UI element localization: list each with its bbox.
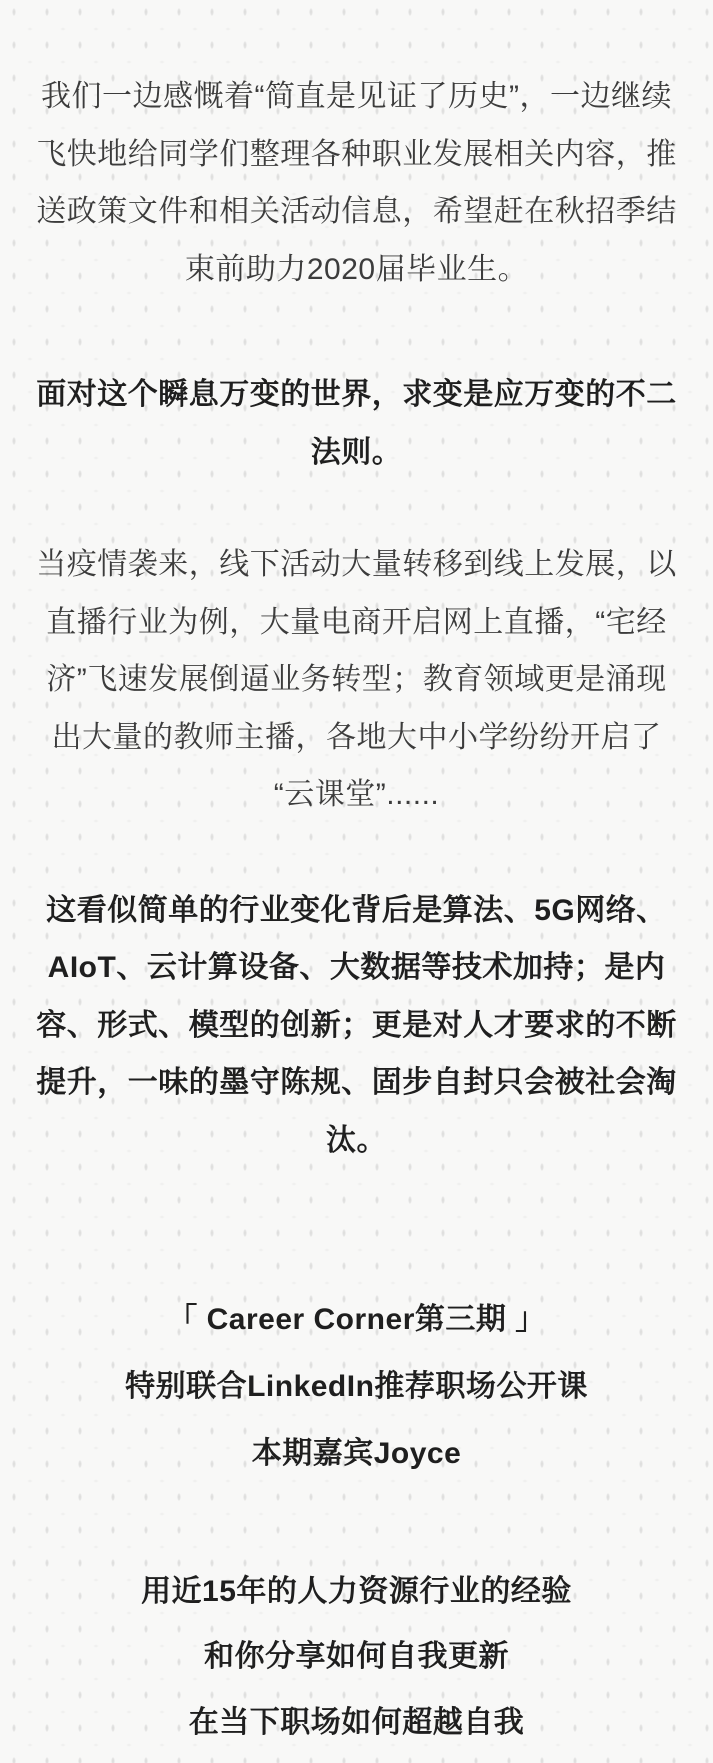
text-line: 「 Career Corner第三期 」 (167, 1303, 546, 1336)
share-topic-line (28, 1628, 685, 1686)
text-line: 用近15年的人力资源行业的经验 (141, 1574, 572, 1608)
text-line: 济”飞速发展倒逼业务转型；教育领域更是涌现 (46, 663, 667, 696)
text-line: 在当下职场如何超越自我 (188, 1705, 525, 1739)
text-line: 法则。 (310, 435, 403, 469)
text-line: 出大量的教师主播，各地大中小学纷纷开启了 (51, 720, 662, 754)
text-line: 特别联合LinkedIn推荐职场公开课 (125, 1369, 588, 1403)
text-line: 这看似简单的行业变化背后是算法、5G网络、 (46, 893, 667, 927)
text-line: 和你分享如何自我更新 (204, 1640, 509, 1673)
text-line: 汰。 (326, 1123, 387, 1157)
section-subtitle-linkedin (28, 1358, 685, 1416)
paragraph-pandemic (28, 536, 685, 824)
paragraph-emphasis-technology (28, 882, 685, 1170)
text-line: 我们一边感慨着“简直是见证了历史”，一边继续 (41, 80, 672, 113)
section-title-career-corner (28, 1291, 685, 1349)
section-guest (28, 1425, 685, 1483)
text-line: 本期嘉宾Joyce (251, 1437, 462, 1470)
guest-experience-line (28, 1563, 685, 1621)
paragraph-emphasis-change (28, 366, 685, 481)
text-line: 飞快地给同学们整理各种职业发展相关内容，推 (36, 137, 677, 171)
text-line: 容、形式、模型的创新；更是对人才要求的不断 (36, 1008, 677, 1042)
text-line: 当疫情袭来，线下活动大量转移到线上发展，以 (36, 548, 677, 581)
text-line: 束前助力2020届毕业生。 (184, 252, 529, 286)
text-line: 面对这个瞬息万变的世界，求变是应万变的不二 (36, 378, 677, 411)
text-line: AIoT、云计算设备、大数据等技术加持；是内 (47, 951, 666, 984)
text-line: 提升，一味的墨守陈规、固步自封只会被社会淘 (36, 1066, 677, 1099)
surpass-self-line (28, 1694, 685, 1752)
text-line: 直播行业为例，大量电商开启网上直播，“宅经 (46, 605, 667, 639)
article-body (0, 68, 713, 1751)
paragraph-intro (28, 68, 685, 298)
text-line: 送政策文件和相关活动信息，希望赶在秋招季结 (36, 195, 677, 228)
text-line: “云课堂”...... (273, 778, 440, 811)
